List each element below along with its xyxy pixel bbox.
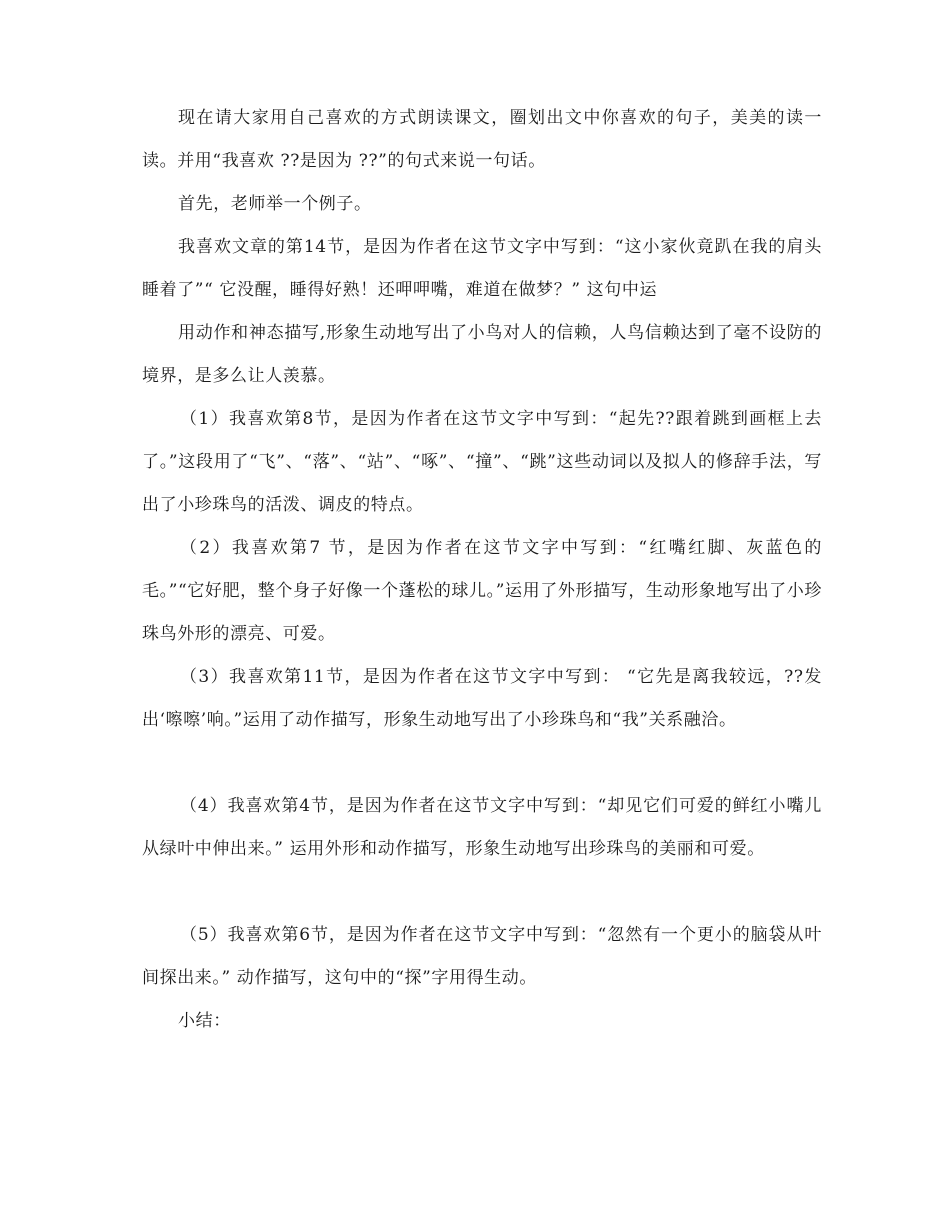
paragraph-item-1: （1）我喜欢第8节，是因为作者在这节文字中写到：“起先??跟着跳到画框上去了。”这段用了“飞”、“落”、“站”、“啄”、“撞”、“跳”这些动词以及拟人的修辞手法，写出了小珍珠鸟的活泼、调皮的特点。 (142, 409, 822, 515)
paragraph-example-continued: 用动作和神态描写,形象生动地写出了小鸟对人的信赖，人鸟信赖达到了毫不设防的境界，是多么让人羡慕。 (142, 323, 822, 386)
paragraph-item-2: （2）我喜欢第7 节，是因为作者在这节文字中写到：“红嘴红脚、灰蓝色的毛。”“它好肥，整个身子好像一个蓬松的球儿。”运用了外形描写，生动形象地写出了小珍珠鸟外形的漂亮、可爱。 (142, 538, 822, 644)
paragraph-item-4: （4）我喜欢第4节，是因为作者在这节文字中写到：“却见它们可爱的鲜红小嘴儿从绿叶中伸出来。” 运用外形和动作描写，形象生动地写出珍珠鸟的美丽和可爱。 (142, 796, 822, 859)
paragraph-intro: 现在请大家用自己喜欢的方式朗读课文，圈划出文中你喜欢的句子，美美的读一读。并用“我喜欢 ??是因为 ??”的句式来说一句话。 (142, 108, 822, 171)
paragraph-example-intro: 首先，老师举一个例子。 (178, 194, 372, 214)
paragraph-example: 我喜欢文章的第14节，是因为作者在这节文字中写到：“这小家伙竟趴在我的肩头睡着了”“ 它没醒，睡得好熟！还呷呷嘴，难道在做梦？” 这句中运 (142, 237, 822, 300)
paragraph-summary: 小结： (178, 1011, 231, 1031)
paragraph-item-5: （5）我喜欢第6节，是因为作者在这节文字中写到：“忽然有一个更小的脑袋从叶间探出来。” 动作描写，这句中的“探”字用得生动。 (142, 925, 822, 988)
paragraph-item-3: （3）我喜欢第11节，是因为作者在这节文字中写到： “它先是离我较远，??发出‘嚓嚓’响。”运用了动作描写，形象生动地写出了小珍珠鸟和“我”关系融洽。 (142, 667, 822, 730)
